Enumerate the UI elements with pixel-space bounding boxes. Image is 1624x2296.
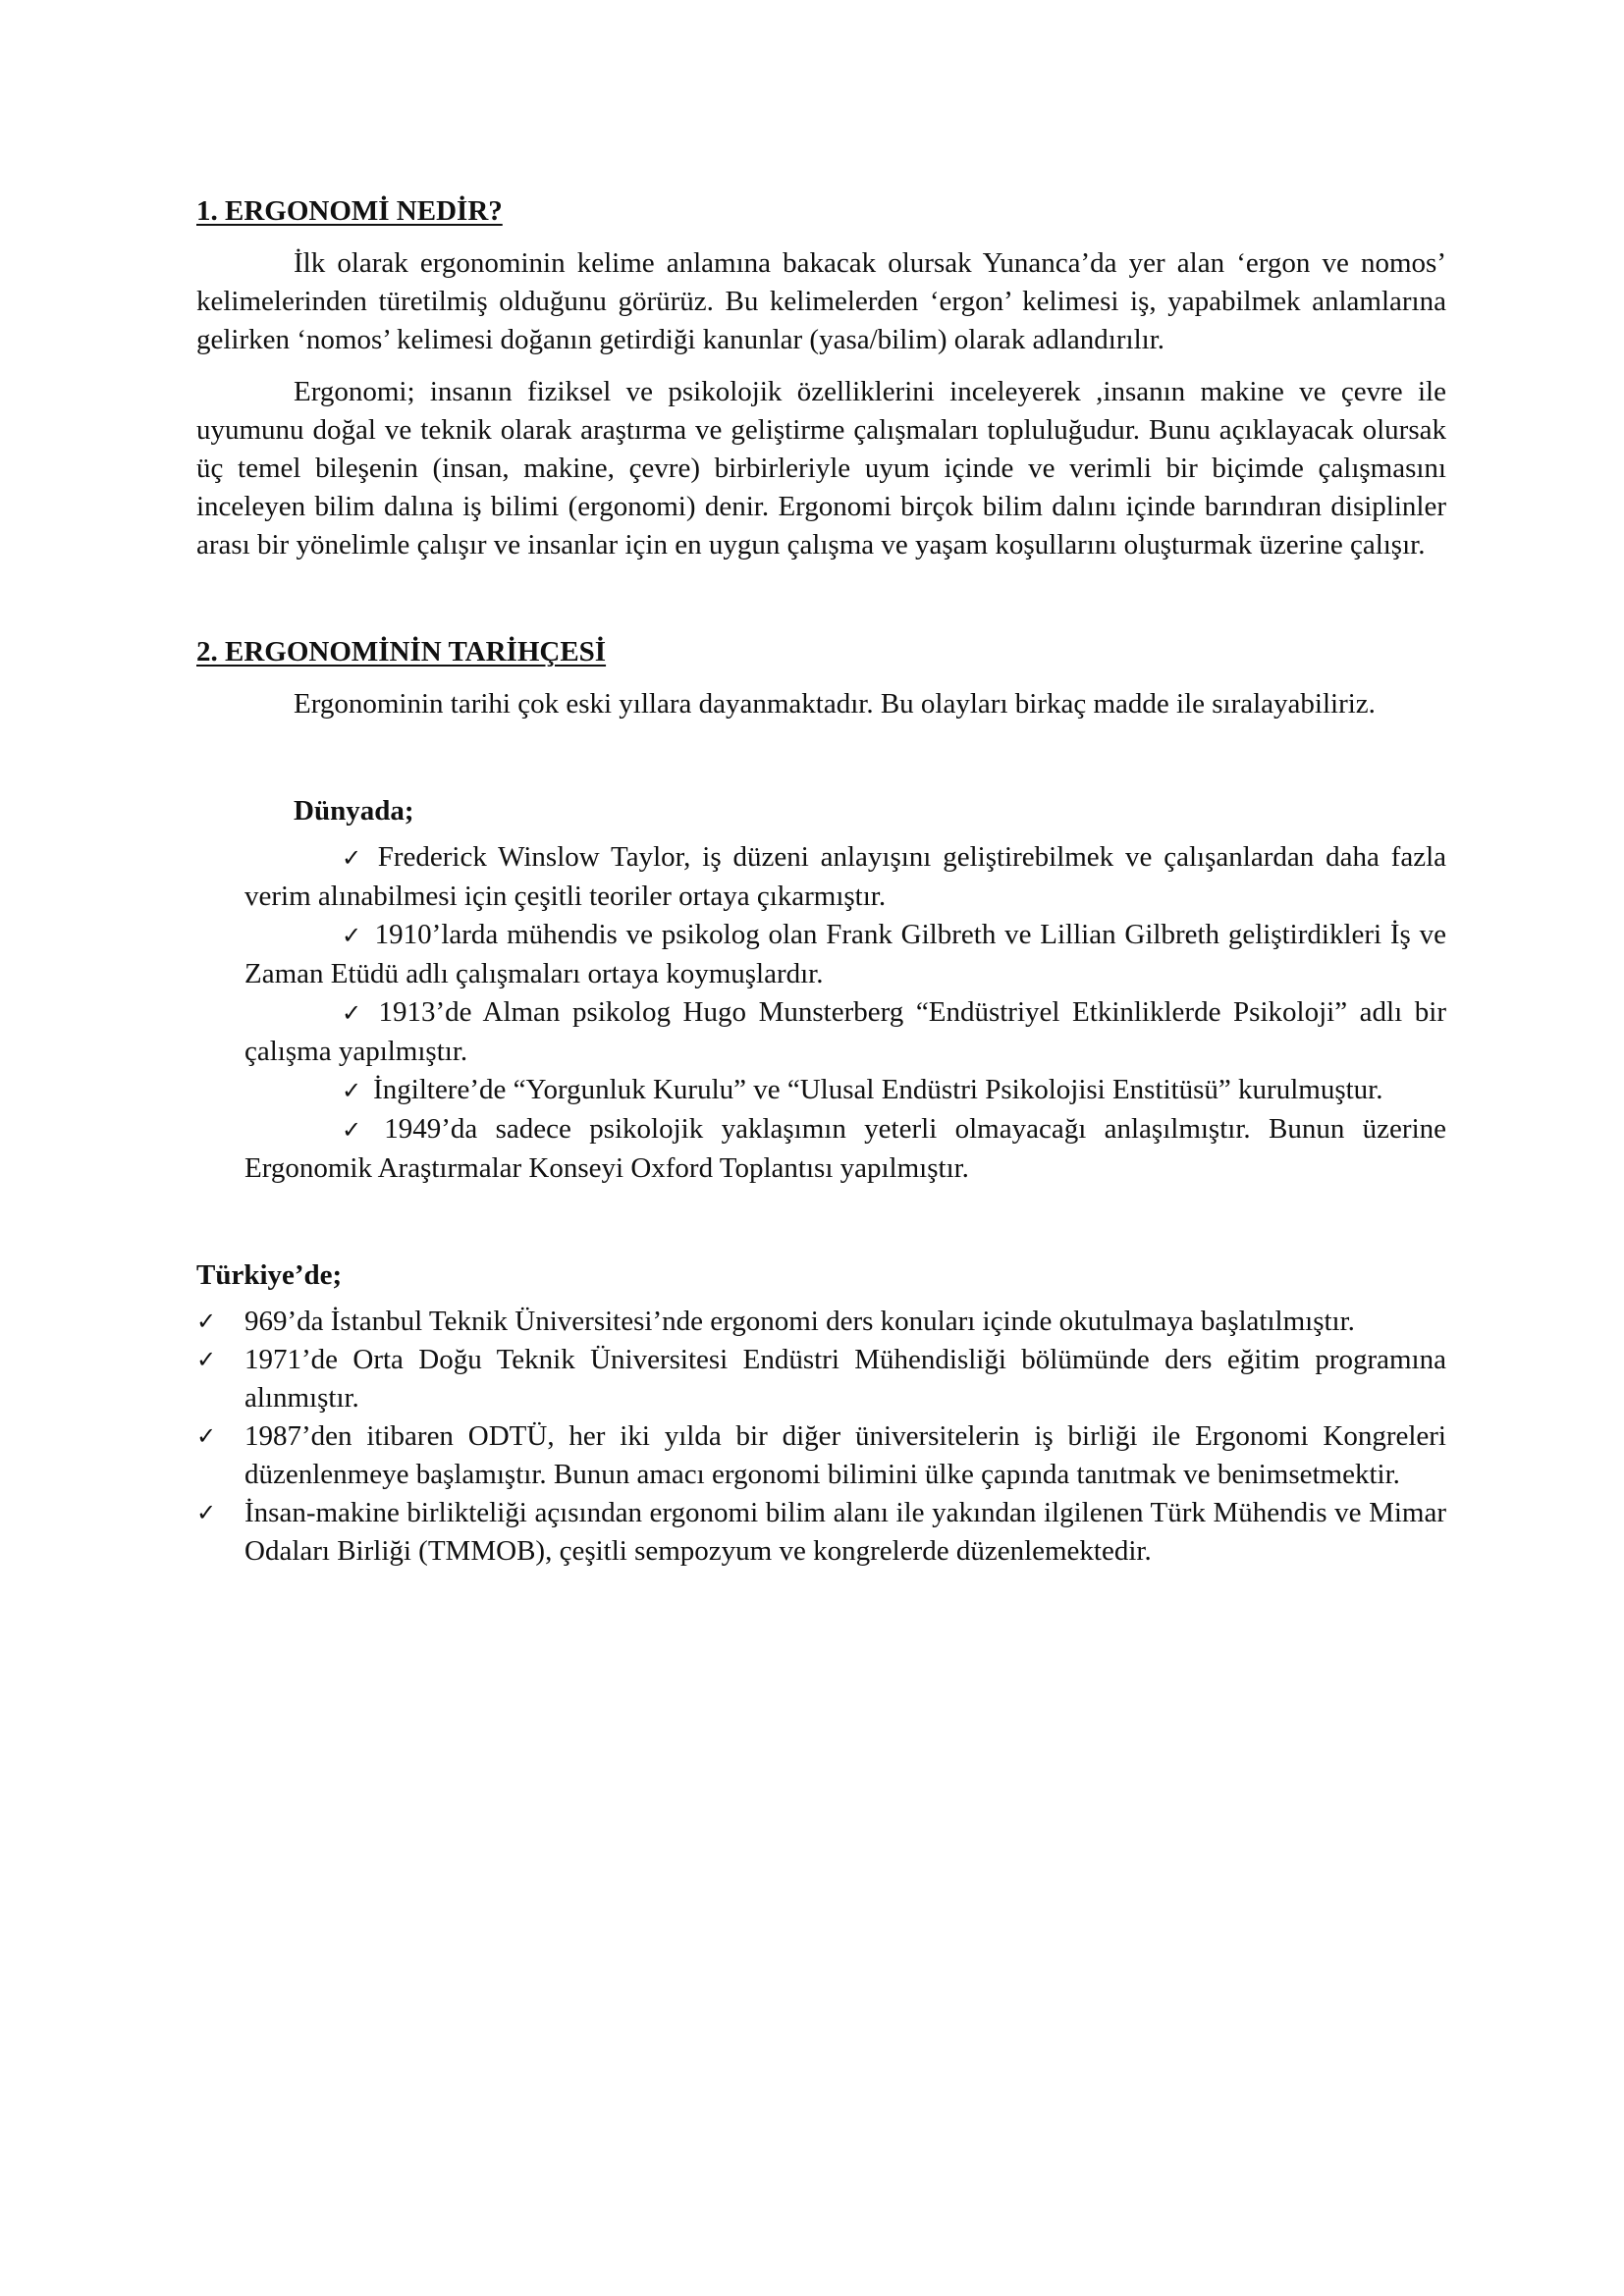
- check-mark-icon: ✓: [196, 1499, 217, 1526]
- world-heading: Dünyada;: [294, 795, 414, 827]
- check-mark-icon: ✓: [196, 1308, 217, 1335]
- check-mark-icon: ✓: [342, 1077, 362, 1104]
- check-mark-icon: ✓: [342, 1116, 373, 1144]
- check-mark-icon: ✓: [342, 999, 367, 1027]
- section-1-paragraph-1: İlk olarak ergonominin kelime anlamına bakacak olursak Yunanca’da yer alan ‘ergon ve nomos’ kelimelerinden türetilmiş olduğunu görürüz. Bu kelimelerden ‘ergon’ kelimesi iş, yapabilmek anlamlarına gelirken ‘nomos’ kelimesi doğanın getirdiği kanunlar (yasa/bilim) olarak adlandırılır.: [196, 247, 1446, 355]
- check-mark-icon: ✓: [196, 1422, 217, 1450]
- section-1-paragraph-2: Ergonomi; insanın fiziksel ve psikolojik özelliklerini inceleyerek ,insanın makine ve çevre ile uyumunu doğal ve teknik olarak araştırma ve geliştirme çalışmaları topluluğudur. Bunu açıklayacak olursak üç temel bileşenin (insan, makine, çevre) birbirleriyle uyum içinde ve verimli bir biçimde çalışmasını inceleyen bilim dalına iş bilimi (ergonomi) denir. Ergonomi birçok bilim dalını içinde barındıran disiplinler arası bir yönelimle çalışır ve insanlar için en uygun çalışma ve yaşam koşullarını oluşturmak üzerine çalışır.: [196, 376, 1446, 561]
- check-mark-icon: ✓: [196, 1346, 217, 1373]
- list-item: ✓ 1949’da sadece psikolojik yaklaşımın yeterli olmayacağı anlaşılmıştır. Bunun üzerine Ergonomik Araştırmalar Konseyi Oxford Toplantısı yapılmıştır.: [244, 1113, 1447, 1184]
- list-item: ✓ 1987’den itibaren ODTÜ, her iki yılda bir diğer üniversitelerin iş birliği ile Ergonomi Kongreleri düzenlenmeye başlamıştır. Bunun amacı ergonomi bilimini ülke çapında tanıtmak ve benimsetmektir.: [196, 1417, 1446, 1494]
- list-item: ✓ Frederick Winslow Taylor, iş düzeni anlayışını geliştirebilmek ve çalışanlardan daha fazla verim alınabilmesi için çeşitli teoriler ortaya çıkarmıştır.: [244, 841, 1446, 912]
- list-item: ✓ 1971’de Orta Doğu Teknik Üniversitesi Endüstri Mühendisliği bölümünde ders eğitim programına alınmıştır.: [196, 1341, 1446, 1417]
- section-1-heading: 1. ERGONOMİ NEDİR?: [196, 195, 503, 227]
- list-item: ✓ İnsan-makine birlikteliği açısından ergonomi bilim alanı ile yakından ilgilenen Türk Mühendis ve Mimar Odaları Birliği (TMMOB), çeşitli sempozyum ve kongrelerde düzenlemektedir.: [196, 1494, 1446, 1571]
- list-item: ✓ 1913’de Alman psikolog Hugo Munsterberg “Endüstriyel Etkinliklerde Psikoloji” adlı bir çalışma yapılmıştır.: [244, 996, 1446, 1067]
- turkey-heading: Türkiye’de;: [196, 1259, 343, 1291]
- list-item: ✓ İngiltere’de “Yorgunluk Kurulu” ve “Ulusal Endüstri Psikolojisi Enstitüsü” kurulmuştur.: [342, 1074, 1383, 1105]
- turkey-list: [196, 1303, 1446, 1571]
- check-mark-icon: ✓: [342, 922, 363, 949]
- list-item: ✓ 969’da İstanbul Teknik Üniversitesi’nde ergonomi ders konuları içinde okutulmaya başlatılmıştır.: [196, 1303, 1446, 1341]
- check-mark-icon: ✓: [342, 844, 366, 872]
- section-2-heading: 2. ERGONOMİNİN TARİHÇESİ: [196, 636, 607, 667]
- section-2-intro: Ergonominin tarihi çok eski yıllara dayanmaktadır. Bu olayları birkaç madde ile sıralayabiliriz.: [294, 688, 1376, 720]
- list-item: ✓ 1910’larda mühendis ve psikolog olan Frank Gilbreth ve Lillian Gilbreth geliştirdikleri İş ve Zaman Etüdü adlı çalışmaları ortaya koymuşlardır.: [244, 919, 1446, 989]
- world-list: [196, 838, 1446, 1188]
- document-page: [196, 192, 1446, 1571]
